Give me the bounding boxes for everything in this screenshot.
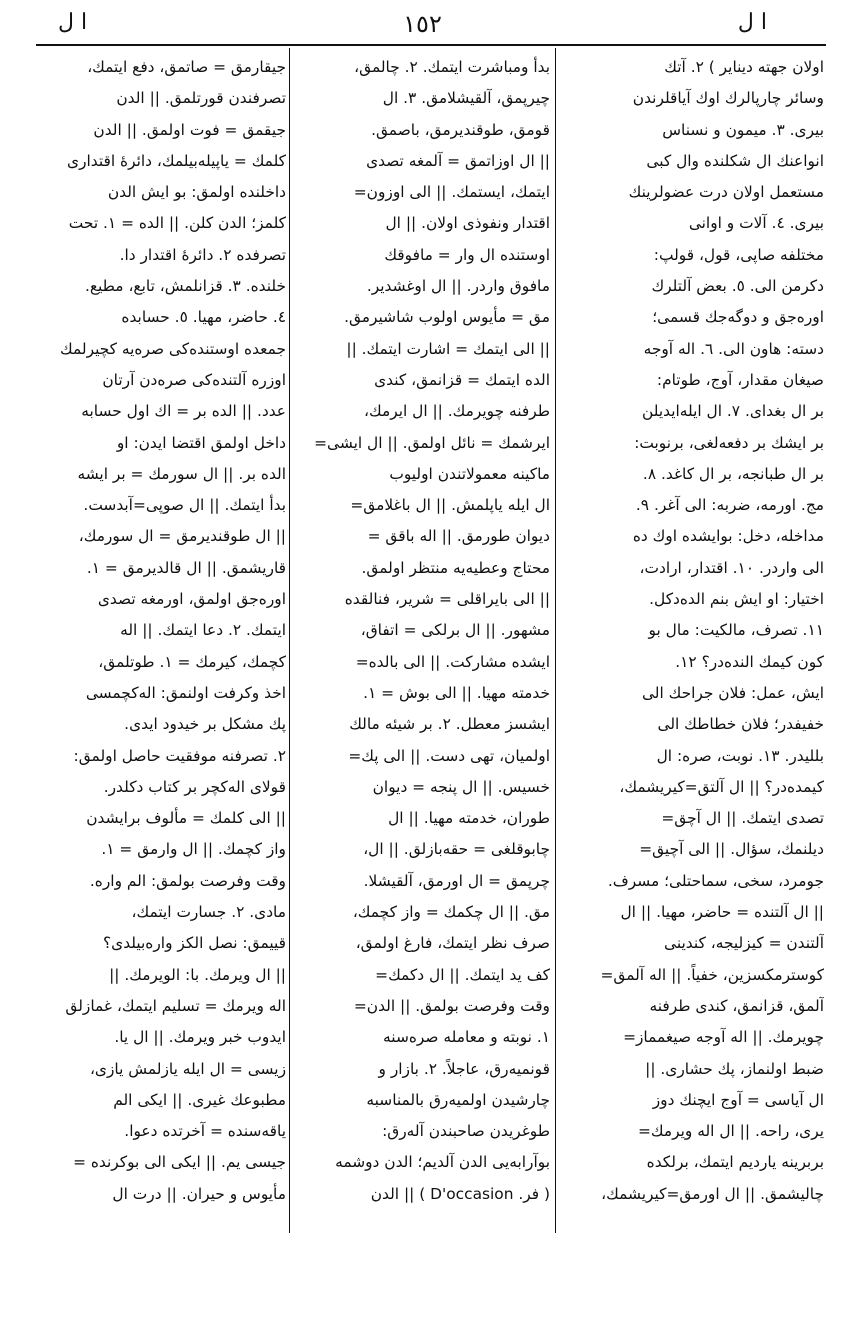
text-line: ۱۱. تصرف، مالكیت: مال بو <box>648 621 824 640</box>
text-line: چرپمق = ال اورمق، آلقیشلا. <box>363 871 550 890</box>
text-line: بر ایشك بر دفعه‌لغی، برنوبت: <box>634 433 824 452</box>
text-line: چالیشمق. || ال اورمق=كیریشمك، <box>601 1184 824 1203</box>
text-line: اله ویرمك = تسلیم ایتمك، غمازلق <box>65 996 286 1015</box>
column-divider-right <box>555 48 556 1233</box>
text-line: ایش، عمل: فلان جراحك الی <box>641 683 824 702</box>
text-line: دیوان طورمق. || اله باقق = <box>367 527 550 546</box>
text-line: كوسترمكسزین، خفیاً. || الە آلمق= <box>600 965 824 984</box>
text-line: بدأ ایتمك. || ال صوپی=آبدست. <box>83 496 286 515</box>
text-line: جمعده اوستنده‌كی صره‌یه كچیرلمك <box>60 339 286 358</box>
text-line: اوستنده ال وار = مافوقك <box>384 245 550 264</box>
text-line: خفیفدر؛ فلان خطاطك الی <box>657 715 824 734</box>
text-line: بوآرابه‌یی الدن آلدیم؛ الدن دوشمه <box>335 1153 550 1172</box>
text-line: داخلنده اولمق: بو ایش الدن <box>107 183 286 202</box>
header-rule <box>36 44 826 46</box>
text-line: || الی بایراقلی = شریر، فنالقده <box>344 590 550 609</box>
text-line: الده بر. || ال سورمك = بر ایشه <box>77 464 286 483</box>
text-line: اولان جهته دینایر ) ۲. آتك <box>664 58 824 76</box>
text-line: كیمده‌در؟ || ال آلتق=كیریشمك، <box>619 777 824 796</box>
text-line: اولمیان، تهی دست. || الی پك= <box>348 746 550 765</box>
text-line: مأیوس و حیران. || درت ال <box>112 1184 286 1203</box>
text-line: جیسی یم. || ایكی الی بوكرنده = <box>73 1153 286 1172</box>
text-line: الی واردر. ۱۰. اقتدار، ارادت، <box>639 558 824 577</box>
text-line: كلمز؛ الدن كلن. || الده = ۱. تحت <box>68 214 286 233</box>
text-line: ایشده مشاركت. || الی بالده= <box>355 652 550 671</box>
text-line: بیری. ۳. میمون و نسناس <box>662 120 824 139</box>
text-line: || الی ایتمك = اشارت ایتمك. || <box>346 339 550 358</box>
text-line: قونمیه‌رق، عاجلاً. ۲. بازار و <box>378 1059 550 1078</box>
text-line: یری، راحه. || ال اله ویرمك= <box>638 1122 824 1141</box>
text-line: چویرمك. || الە آوجه صیغمماز= <box>623 1028 824 1047</box>
text-line: جیقمق = فوت اولمق. || الدن <box>93 120 286 139</box>
text-line: ایشسز معطل. ۲. بر شیئه مالك <box>349 715 550 734</box>
text-line: اقتدار ونفوذی اولان. || ال <box>385 214 550 233</box>
text-line: مج. اورمه، ضربه: الی آغر. ۹. <box>635 496 824 515</box>
text-line: ماكینه معمولاتندن اولیوب <box>389 464 550 483</box>
text-line: اوزره آلتنده‌كی صره‌دن آرتان <box>102 370 286 389</box>
text-line: ایتمك، ایستمك. || الی اوزون= <box>353 183 550 202</box>
text-line: اخذ وكرفت اولنمق: الەكچمسی <box>85 683 286 702</box>
text-line: كچمك، كیرمك = ۱. طوتلمق، <box>98 652 286 671</box>
text-line: قومق، طوقندیرمق، باصمق. <box>371 120 550 139</box>
text-line: وقت وفرصت بولمق. || الدن= <box>353 996 550 1015</box>
text-line: تصرفندن قورتلمق. || الدن <box>116 89 286 108</box>
text-line: خلنده. ۳. قزانلمش، تابع، مطیع. <box>84 277 286 296</box>
text-line: ۱. نوبته و معامله صره‌سنه <box>383 1028 550 1047</box>
text-line: || الی كلمك = مألوف برایشدن <box>86 809 286 828</box>
text-line: ایتمك. ۲. دعا ایتمك. || اله <box>120 621 286 640</box>
text-line: كف ید ایتمك. || ال دكمك= <box>375 965 550 984</box>
text-line: صرف نظر ایتمك، فارغ اولمق، <box>355 934 550 953</box>
text-line: مادی. ۲. جسارت ایتمك، <box>131 903 286 922</box>
text-line: دسته: هاون الی. ٦. اله آوجه <box>643 339 824 358</box>
text-line: دكرمن الی. ٥. بعض آلتلرك <box>651 277 824 296</box>
text-line: ایرشمك = نائل اولمق. || ال ایشی= <box>314 433 550 452</box>
text-line: چابوقلغی = حقه‌بازلق. || ال، <box>363 840 550 859</box>
text-line: قییمق: نصل الكز وارەبیلدی؟ <box>102 934 286 953</box>
text-line: مق = مأیوس اولوب شاشیرمق. <box>344 308 550 327</box>
text-line: انواعنك ال شكلنده وال كبی <box>646 151 824 170</box>
text-line: مطبوعك غیری. || ایكی الم <box>113 1090 286 1109</box>
text-line: بللیدر. ۱۳. نوبت، صره: ال <box>656 746 824 765</box>
text-line: خدمته مهیا. || الی بوش = ۱. <box>363 683 550 702</box>
text-column-right <box>562 52 824 1230</box>
running-head-left: ا ل <box>58 10 88 35</box>
text-line: وسائر چارپالرك اوك آیاقلرندن <box>632 89 824 108</box>
text-line: تصرفده ۲. دائرهٔ اقتدار دا. <box>119 245 286 264</box>
text-line: ال ایله یاپلمش. || ال باغلامق= <box>350 496 550 515</box>
text-line: بر ال طبانجه، بر ال كاغد. ۸. <box>642 464 824 483</box>
text-line: || ال طوقندیرمق = ال سورمك، <box>78 527 286 546</box>
text-line: الده ایتمك = قزانمق، كندی <box>374 370 550 389</box>
text-line: آلتندن = كیزلیجه، كندینی <box>664 934 824 953</box>
text-line: قاریشمق. || ال قالدیرمق = ۱. <box>86 558 286 577</box>
text-line: ال آیاسی = آوج ایچنك دوز <box>652 1090 824 1109</box>
text-line: مداخله، دخل: بوایشده اوك ده <box>632 527 824 546</box>
text-line: بربرینه یاردیم ایتمك، برلكده <box>646 1153 824 1172</box>
text-line: كون كیمك الندەدر؟ ۱۲. <box>675 652 824 671</box>
text-line: جومرد، سخی، سماحتلی؛ مسرف. <box>607 871 824 890</box>
text-line: ۲. تصرفنه موفقیت حاصل اولمق: <box>73 746 286 765</box>
text-column-left <box>36 52 286 1230</box>
text-line: قولای الەكچر بر كتاب دكلدر. <box>103 777 286 796</box>
text-line: مختلفه صاپی، قول، قولپ: <box>653 245 824 264</box>
page-header <box>0 0 845 46</box>
text-column-middle <box>292 52 550 1230</box>
text-line: عدد. || الده بر = اك اول حسابه <box>81 402 286 421</box>
text-line: اورەجق و دوگەجك قسمی؛ <box>652 308 824 327</box>
text-line: || ال اوزاتمق = آلمغه تصدی <box>366 151 550 170</box>
text-line: جیقارمق = صاتمق، دفع ایتمك، <box>87 58 286 76</box>
text-line: دیلنمك، سؤال. || الی آچیق= <box>639 840 824 859</box>
text-line: مافوق واردر. || ال اوغشدیر. <box>366 277 550 296</box>
page-number: ١٥٢ <box>403 10 442 38</box>
running-head-right: ا ل <box>737 10 767 35</box>
text-line: اختیار: او ایش بنم الده‌دكل. <box>649 590 824 609</box>
text-line: كلمك = یاپیله‌بیلمك، دائرهٔ اقتداری <box>67 151 286 170</box>
text-line: صیغان مقدار، آوج، طوتام: <box>656 370 824 389</box>
text-line: ( فر. D'occasion ) || الدن <box>370 1184 550 1203</box>
text-line: طوغریدن صاحبندن آله‌رق: <box>382 1122 550 1141</box>
text-line: ٤. حاضر، مهیا. ٥. حسابده <box>121 308 286 327</box>
text-line: اوره‌جق اولمق، اورمغه تصدی <box>97 590 286 609</box>
text-line: وقت وفرصت بولمق: الم وارە. <box>89 871 286 890</box>
text-line: داخل اولمق اقتضا ایدن: او <box>116 433 286 452</box>
text-line: بیری. ٤. آلات و اوانی <box>688 214 824 233</box>
text-line: طرفنه چویرمك. || ال ایرمك، <box>364 402 550 421</box>
text-line: مستعمل اولان درت عضولرینك <box>628 183 824 202</box>
text-line: مق. || ال چكمك = واز كچمك، <box>352 903 550 922</box>
text-line: پك مشكل بر خیدود ایدی. <box>124 715 286 734</box>
text-line: زیسی = ال ایله یازلمش یازی، <box>89 1059 286 1078</box>
text-line: ایدوب خبر ویرمك. || ال یا. <box>114 1028 286 1047</box>
text-line: محتاج وعطیه‌یه منتظر اولمق. <box>361 558 550 577</box>
text-line: بدأ ومباشرت ایتمك. ۲. چالمق، <box>354 58 550 76</box>
text-line: یاقه‌سنده = آخرتده دعوا. <box>124 1122 286 1141</box>
text-line: چارشیدن اولمیه‌رق بالمناسبه <box>366 1090 550 1109</box>
text-line: آلمق، قزانمق، كندی طرفنه <box>649 996 824 1015</box>
text-line: چیرپمق، آلقیشلامق. ۳. ال <box>382 89 550 108</box>
text-line: || ال ویرمك. با: الویرمك. || <box>109 965 286 984</box>
text-line: خسیس. || ال پنجه = دیوان <box>372 777 550 796</box>
text-line: مشهور. || ال برلكی = اتفاق، <box>360 621 550 640</box>
text-line: تصدی ایتمك. || ال آچق= <box>661 809 824 828</box>
text-line: واز كچمك. || ال وارمق = ۱. <box>101 840 286 859</box>
text-line: بر ال بغدای. ۷. ال ایلەایدیلن <box>642 402 824 421</box>
column-divider-left <box>289 48 290 1233</box>
text-line: طوران، خدمته مهیا. || ال <box>388 809 550 828</box>
text-line: ضبط اولنماز، پك حشاری. || <box>645 1059 824 1078</box>
text-line: || ال آلتنده = حاضر، مهیا. || ال <box>620 903 824 922</box>
